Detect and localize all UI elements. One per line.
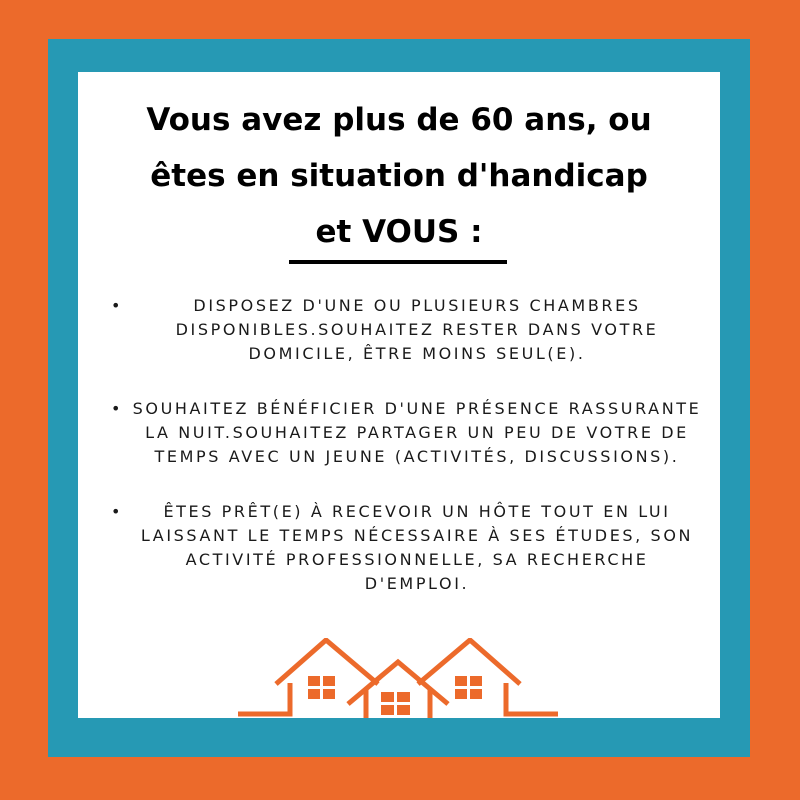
headline-line-3: et VOUS : bbox=[315, 214, 483, 250]
bullet-icon: • bbox=[111, 502, 121, 521]
headline-underline bbox=[289, 260, 507, 264]
bullet-icon: • bbox=[111, 399, 121, 418]
content-panel bbox=[78, 72, 720, 718]
headline-line-2: êtes en situation d'handicap bbox=[150, 158, 648, 194]
list-item bbox=[78, 294, 720, 366]
list-item bbox=[78, 500, 720, 596]
list-item-text: SOUHAITEZ BÉNÉFICIER D'UNE PRÉSENCE RASSURANTE LA NUIT.SOUHAITEZ PARTAGER UN PEU DE VOTRE DE TEMPS AVEC UN JEUNE (ACTIVITÉS, DISCUSSIONS). bbox=[132, 399, 702, 466]
list-item-text: DISPOSEZ D'UNE OU PLUSIEURS CHAMBRES DISPONIBLES.SOUHAITEZ RESTER DANS VOTRE DOMICILE, ÊTRE MOINS SEUL(E). bbox=[175, 296, 659, 363]
list-item-text: ÊTES PRÊT(E) À RECEVOIR UN HÔTE TOUT EN LUI LAISSANT LE TEMPS NÉCESSAIRE À SES ÉTUDES, SON ACTIVITÉ PROFESSIONNELLE, SA RECHERCHE D'EMPLOI. bbox=[140, 502, 694, 593]
headline bbox=[78, 92, 720, 260]
criteria-list bbox=[78, 294, 720, 627]
houses-icon bbox=[238, 638, 558, 718]
list-item bbox=[78, 397, 720, 469]
bullet-icon: • bbox=[111, 296, 121, 315]
headline-line-1: Vous avez plus de 60 ans, ou bbox=[146, 102, 652, 138]
